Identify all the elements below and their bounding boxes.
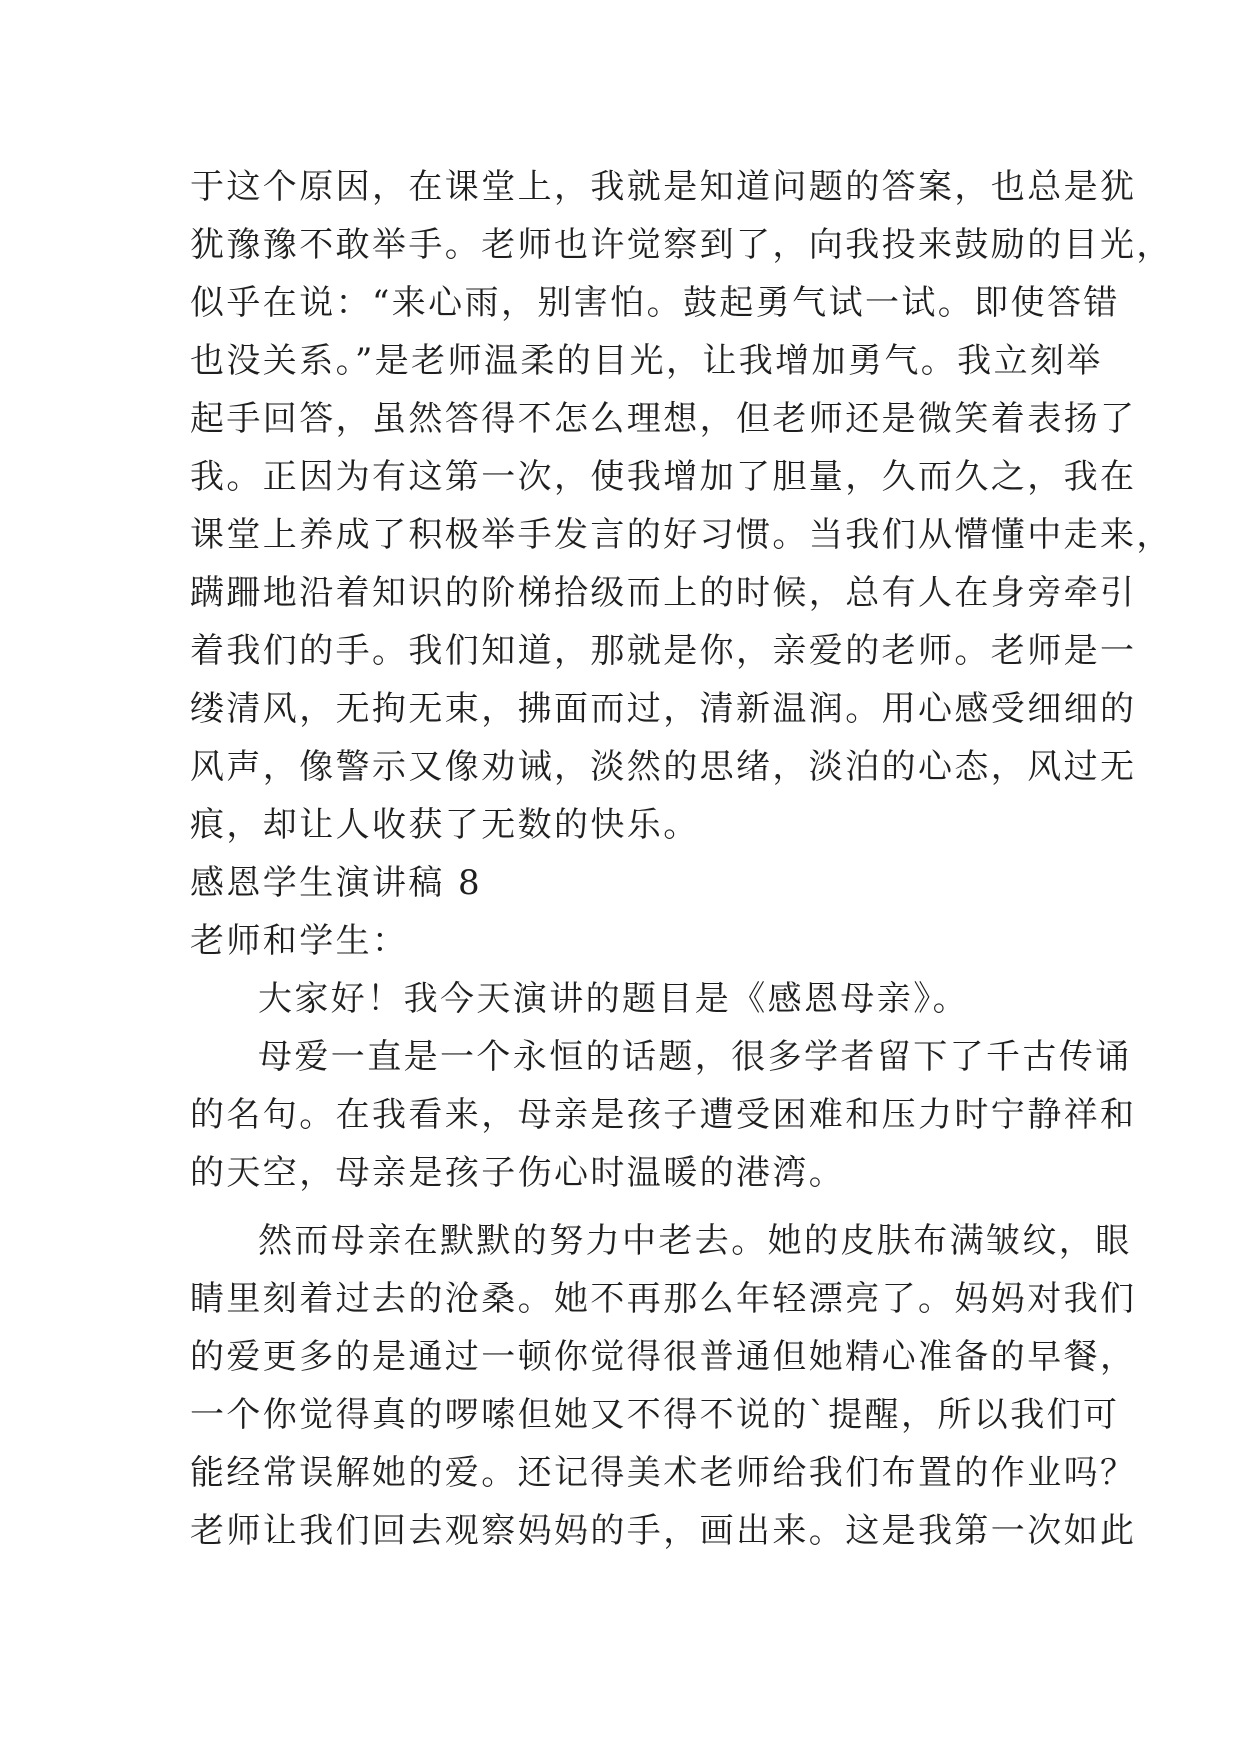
text-line: 也没关系。”是老师温柔的目光，让我增加勇气。我立刻举	[190, 341, 1103, 381]
text-line: 痕，却让人收获了无数的快乐。	[190, 805, 700, 845]
text-line: 于这个原因，在课堂上，我就是知道问题的答案，也总是犹	[190, 167, 1137, 207]
text-line: 然而母亲在默默的努力中老去。她的皮肤布满皱纹，眼	[258, 1221, 1132, 1261]
salutation: 老师和学生：	[190, 921, 409, 961]
text-line: 一个你觉得真的啰嗦但她又不得不说的`提醒，所以我们可	[190, 1395, 1120, 1435]
text-line: 能经常误解她的爱。还记得美术老师给我们布置的作业吗？	[190, 1453, 1137, 1493]
text-line: 犹豫豫不敢举手。老师也许觉察到了，向我投来鼓励的目光，	[190, 225, 1173, 265]
text-line: 我。正因为有这第一次，使我增加了胆量，久而久之，我在	[190, 457, 1137, 497]
section-title: 感恩学生演讲稿 8	[190, 863, 483, 903]
text-line: 似乎在说：“来心雨，别害怕。鼓起勇气试一试。即使答错	[190, 283, 1120, 323]
text-line: 的名句。在我看来，母亲是孩子遭受困难和压力时宁静祥和	[190, 1095, 1137, 1135]
text-line: 蹒跚地沿着知识的阶梯拾级而上的时候，总有人在身旁牵引	[190, 573, 1137, 613]
text-line: 大家好！我今天演讲的题目是《感恩母亲》。	[258, 979, 969, 1019]
text-line: 课堂上养成了积极举手发言的好习惯。当我们从懵懂中走来，	[190, 515, 1173, 555]
text-line: 老师让我们回去观察妈妈的手，画出来。这是我第一次如此	[190, 1511, 1137, 1551]
text-line: 起手回答，虽然答得不怎么理想，但老师还是微笑着表扬了	[190, 399, 1137, 439]
text-line: 风声，像警示又像劝诫，淡然的思绪，淡泊的心态，风过无	[190, 747, 1137, 787]
text-line: 睛里刻着过去的沧桑。她不再那么年轻漂亮了。妈妈对我们	[190, 1279, 1137, 1319]
text-line: 着我们的手。我们知道，那就是你，亲爱的老师。老师是一	[190, 631, 1137, 671]
document-body	[190, 158, 1173, 1560]
text-line: 母爱一直是一个永恒的话题，很多学者留下了千古传诵	[258, 1037, 1132, 1077]
text-line: 缕清风，无拘无束，拂面而过，清新温润。用心感受细细的	[190, 689, 1137, 729]
text-line: 的天空，母亲是孩子伤心时温暖的港湾。	[190, 1153, 846, 1193]
text-line: 的爱更多的是通过一顿你觉得很普通但她精心准备的早餐，	[190, 1337, 1137, 1377]
